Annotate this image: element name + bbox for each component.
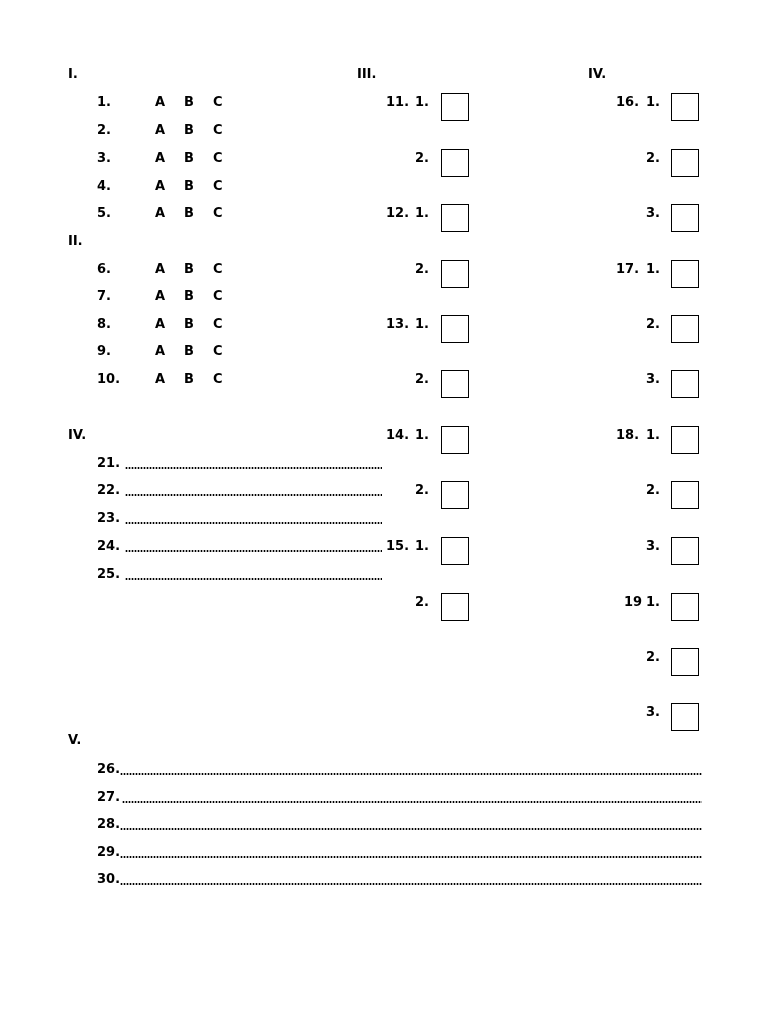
blank-number: 21.: [97, 456, 121, 471]
answer-box[interactable]: [671, 315, 699, 343]
choice-b[interactable]: B: [184, 317, 194, 332]
section-4-header-left: IV.: [68, 428, 87, 443]
choice-a[interactable]: A: [155, 289, 166, 304]
choice-c[interactable]: C: [213, 372, 223, 387]
answer-line[interactable]: [125, 494, 382, 496]
sub-number: 1.: [646, 262, 660, 277]
sub-number: 3.: [646, 705, 660, 720]
sub-number: 2.: [415, 483, 429, 498]
choice-c[interactable]: C: [213, 206, 223, 221]
choice-b[interactable]: B: [184, 262, 194, 277]
sub-number: 2.: [646, 483, 660, 498]
mcq-number: 8.: [97, 317, 111, 332]
answer-box[interactable]: [441, 593, 469, 621]
answer-box[interactable]: [441, 426, 469, 454]
mcq-number: 1.: [97, 95, 111, 110]
choice-a[interactable]: A: [155, 151, 166, 166]
mcq-number: 6.: [97, 262, 111, 277]
question-number: 19: [624, 595, 643, 610]
answer-line[interactable]: [125, 550, 382, 552]
blank-number: 23.: [97, 511, 121, 526]
answer-line[interactable]: [120, 828, 702, 830]
choice-a[interactable]: A: [155, 262, 166, 277]
answer-box[interactable]: [671, 370, 699, 398]
answer-box[interactable]: [441, 204, 469, 232]
sub-number: 1.: [646, 595, 660, 610]
mcq-number: 3.: [97, 151, 111, 166]
answer-line[interactable]: [120, 883, 702, 885]
question-number: 14.: [386, 428, 410, 443]
sub-number: 1.: [415, 317, 429, 332]
answer-box[interactable]: [671, 537, 699, 565]
answer-box[interactable]: [671, 149, 699, 177]
choice-b[interactable]: B: [184, 206, 194, 221]
answer-box[interactable]: [441, 260, 469, 288]
choice-b[interactable]: B: [184, 372, 194, 387]
question-number: 18.: [616, 428, 640, 443]
answer-box[interactable]: [441, 481, 469, 509]
blank-number: 22.: [97, 483, 121, 498]
choice-a[interactable]: A: [155, 179, 166, 194]
answer-line[interactable]: [120, 773, 702, 775]
answer-box[interactable]: [441, 315, 469, 343]
choice-c[interactable]: C: [213, 289, 223, 304]
sub-number: 1.: [646, 428, 660, 443]
sub-number: 3.: [646, 539, 660, 554]
mcq-number: 5.: [97, 206, 111, 221]
answer-box[interactable]: [441, 370, 469, 398]
section-1-header: I.: [68, 67, 78, 82]
mcq-number: 4.: [97, 179, 111, 194]
choice-c[interactable]: C: [213, 123, 223, 138]
choice-a[interactable]: A: [155, 95, 166, 110]
answer-line[interactable]: [125, 578, 382, 580]
answer-line[interactable]: [125, 467, 382, 469]
choice-a[interactable]: A: [155, 344, 166, 359]
sub-number: 2.: [415, 595, 429, 610]
sub-number: 1.: [415, 206, 429, 221]
answer-box[interactable]: [441, 537, 469, 565]
answer-line[interactable]: [125, 522, 382, 524]
mcq-number: 9.: [97, 344, 111, 359]
sub-number: 3.: [646, 372, 660, 387]
writing-number: 28.: [97, 817, 121, 832]
blank-number: 25.: [97, 567, 121, 582]
mcq-number: 7.: [97, 289, 111, 304]
answer-line[interactable]: [120, 856, 702, 858]
choice-c[interactable]: C: [213, 262, 223, 277]
mcq-number: 10.: [97, 372, 121, 387]
section-3-header: III.: [357, 67, 377, 82]
blank-number: 24.: [97, 539, 121, 554]
section-5-header: V.: [68, 733, 82, 748]
sub-number: 2.: [646, 151, 660, 166]
choice-c[interactable]: C: [213, 344, 223, 359]
writing-number: 27.: [97, 790, 121, 805]
answer-box[interactable]: [671, 593, 699, 621]
answer-box[interactable]: [671, 93, 699, 121]
choice-a[interactable]: A: [155, 372, 166, 387]
answer-box[interactable]: [671, 703, 699, 731]
answer-line[interactable]: [122, 801, 702, 803]
question-number: 12.: [386, 206, 410, 221]
writing-number: 26.: [97, 762, 121, 777]
choice-b[interactable]: B: [184, 123, 194, 138]
sub-number: 2.: [415, 262, 429, 277]
answer-box[interactable]: [671, 204, 699, 232]
choice-c[interactable]: C: [213, 317, 223, 332]
sub-number: 1.: [415, 539, 429, 554]
question-number: 13.: [386, 317, 410, 332]
answer-box[interactable]: [671, 426, 699, 454]
choice-a[interactable]: A: [155, 123, 166, 138]
section-2-header: II.: [68, 234, 83, 249]
question-number: 11.: [386, 95, 410, 110]
answer-box[interactable]: [671, 481, 699, 509]
choice-a[interactable]: A: [155, 317, 166, 332]
question-number: 16.: [616, 95, 640, 110]
choice-c[interactable]: C: [213, 179, 223, 194]
answer-box[interactable]: [441, 93, 469, 121]
answer-box[interactable]: [441, 149, 469, 177]
sub-number: 2.: [646, 317, 660, 332]
choice-b[interactable]: B: [184, 151, 194, 166]
question-number: 15.: [386, 539, 410, 554]
sub-number: 2.: [646, 650, 660, 665]
mcq-number: 2.: [97, 123, 111, 138]
choice-b[interactable]: B: [184, 179, 194, 194]
sub-number: 1.: [415, 95, 429, 110]
section-4-header-right: IV.: [588, 67, 607, 82]
answer-box[interactable]: [671, 648, 699, 676]
question-number: 17.: [616, 262, 640, 277]
choice-c[interactable]: C: [213, 151, 223, 166]
choice-b[interactable]: B: [184, 95, 194, 110]
choice-a[interactable]: A: [155, 206, 166, 221]
sub-number: 2.: [415, 372, 429, 387]
writing-number: 29.: [97, 845, 121, 860]
answer-box[interactable]: [671, 260, 699, 288]
sub-number: 2.: [415, 151, 429, 166]
choice-c[interactable]: C: [213, 95, 223, 110]
choice-b[interactable]: B: [184, 289, 194, 304]
sub-number: 3.: [646, 206, 660, 221]
sub-number: 1.: [415, 428, 429, 443]
choice-b[interactable]: B: [184, 344, 194, 359]
sub-number: 1.: [646, 95, 660, 110]
writing-number: 30.: [97, 872, 121, 887]
